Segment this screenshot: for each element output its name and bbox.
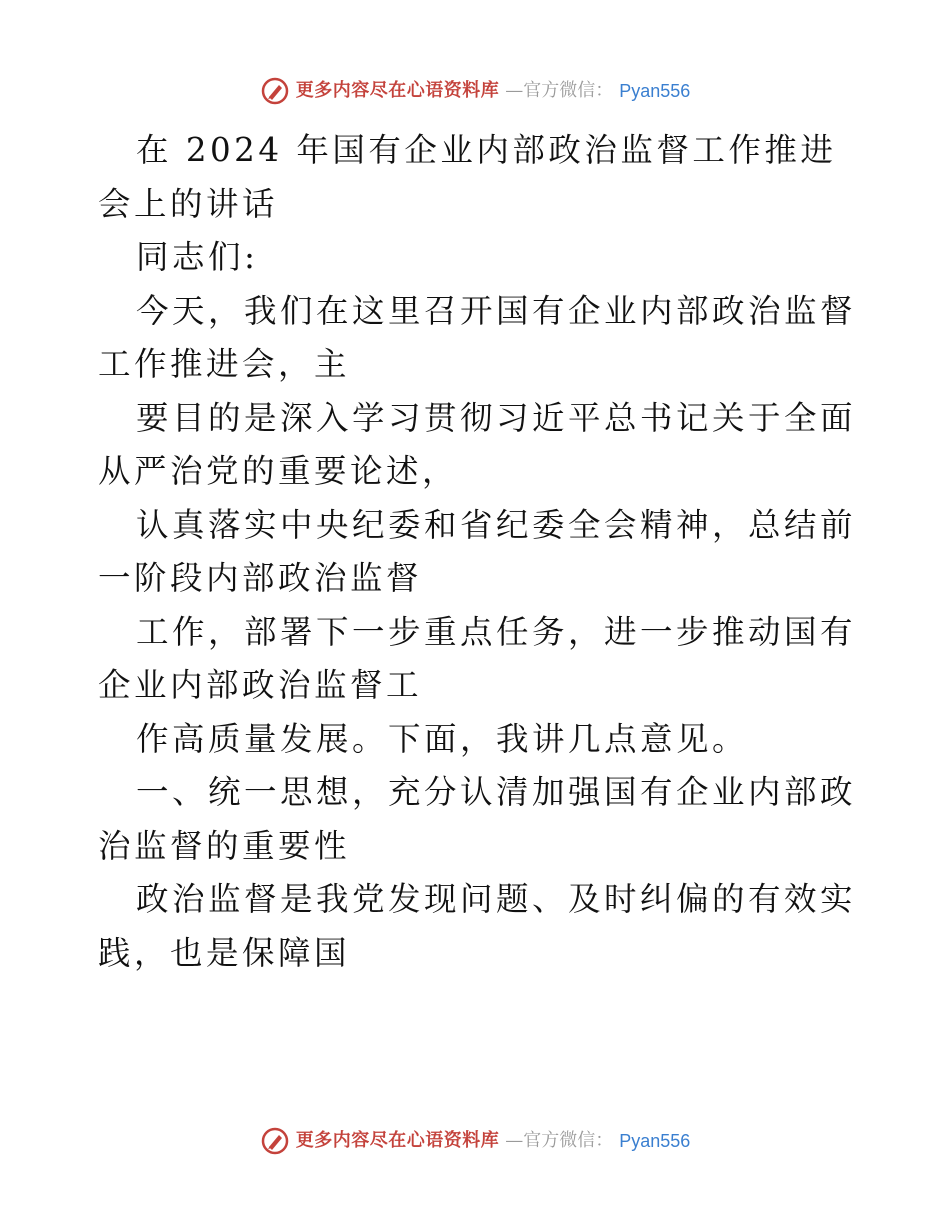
paragraph: 今天，我们在这里召开国有企业内部政治监督工作推进会，主 bbox=[98, 291, 857, 383]
pen-logo-icon bbox=[260, 76, 290, 106]
watermark-label-text: —官方微信： bbox=[505, 80, 614, 101]
paragraph: 认真落实中央纪委和省纪委全会精神，总结前一阶段内部政治监督 bbox=[98, 505, 857, 597]
paragraph: 工作，部署下一步重点任务，进一步推动国有企业内部政治监督工 bbox=[98, 612, 857, 704]
paragraph: 要目的是深入学习贯彻习近平总书记关于全面从严治党的重要论述， bbox=[98, 398, 857, 490]
paragraph: 作高质量发展。下面，我讲几点意见。 bbox=[136, 719, 749, 758]
pen-logo-icon bbox=[260, 1126, 290, 1156]
doc-title: 在 2024 年国有企业内部政治监督工作推进会上的讲话 bbox=[98, 131, 837, 223]
salutation: 同志们: bbox=[136, 238, 259, 276]
paragraph: 政治监督是我党发现问题、及时纠偏的有效实践，也是保障国 bbox=[98, 880, 857, 972]
footer-watermark bbox=[0, 1126, 950, 1156]
watermark-label-text: —官方微信： bbox=[505, 1130, 614, 1151]
watermark-brand-text: 更多内容尽在心语资料库 bbox=[295, 80, 500, 101]
document-body bbox=[98, 124, 858, 980]
header-watermark bbox=[0, 76, 950, 106]
watermark-wechat-id: Pyan556 bbox=[619, 1131, 691, 1151]
watermark-brand-text: 更多内容尽在心语资料库 bbox=[295, 1130, 500, 1151]
watermark-wechat-id: Pyan556 bbox=[619, 81, 691, 101]
section-heading: 一、统一思想，充分认清加强国有企业内部政治监督的重要性 bbox=[98, 773, 857, 865]
